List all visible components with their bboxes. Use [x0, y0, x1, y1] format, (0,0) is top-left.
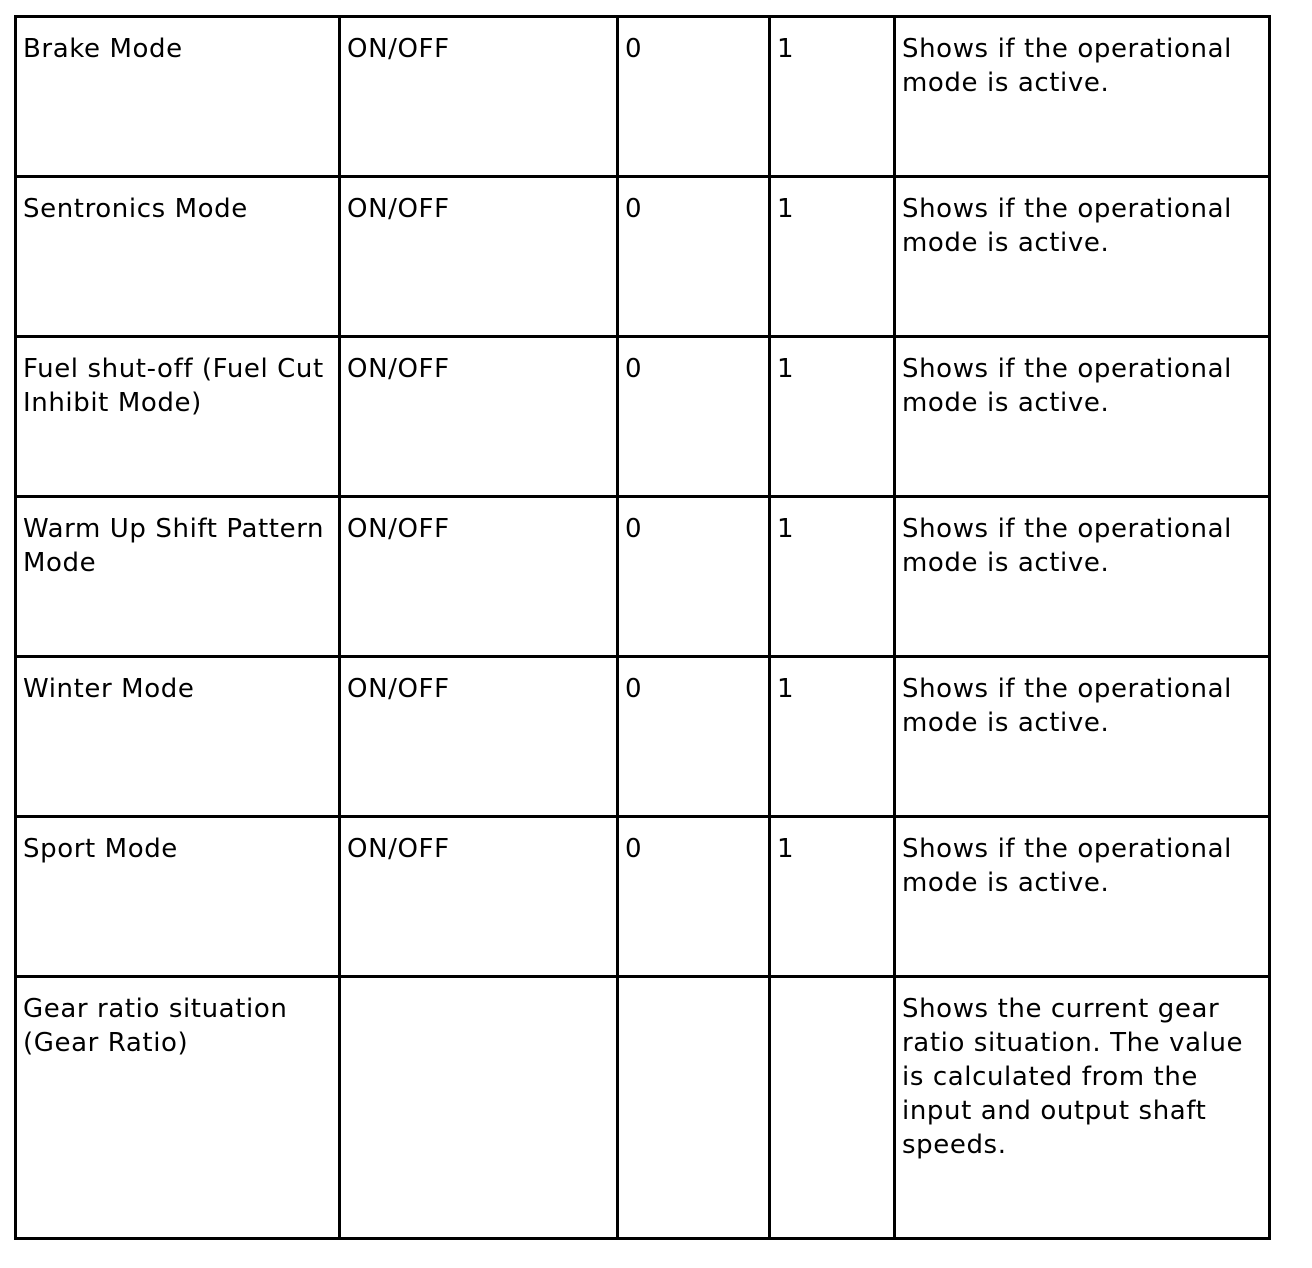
parameter-name-cell: Winter Mode: [16, 657, 340, 817]
max-value-cell: 1: [770, 657, 895, 817]
min-value-cell: [618, 977, 770, 1239]
unit-cell: ON/OFF: [340, 17, 618, 177]
table-row: [16, 657, 1270, 817]
max-value-cell: 1: [770, 177, 895, 337]
parameter-name-cell: Sport Mode: [16, 817, 340, 977]
table-row: [16, 817, 1270, 977]
parameter-name-cell: Fuel shut-off (Fuel Cut Inhibit Mode): [16, 337, 340, 497]
table-row: [16, 497, 1270, 657]
min-value-cell: 0: [618, 17, 770, 177]
min-value-cell: 0: [618, 177, 770, 337]
parameter-name-cell: Gear ratio situation (Gear Ratio): [16, 977, 340, 1239]
min-value-cell: 0: [618, 337, 770, 497]
description-cell: Shows if the operational mode is active.: [895, 497, 1270, 657]
unit-cell: ON/OFF: [340, 177, 618, 337]
description-cell: Shows the current gear ratio situation. The value is calculated from the input and output shaft speeds.: [895, 977, 1270, 1239]
description-cell: Shows if the operational mode is active.: [895, 17, 1270, 177]
min-value-cell: 0: [618, 817, 770, 977]
table-row: [16, 17, 1270, 177]
unit-cell: ON/OFF: [340, 497, 618, 657]
parameter-name-cell: Brake Mode: [16, 17, 340, 177]
parameter-name-cell: Warm Up Shift Pattern Mode: [16, 497, 340, 657]
parameter-name-cell: Sentronics Mode: [16, 177, 340, 337]
table-row: [16, 177, 1270, 337]
table-row: [16, 337, 1270, 497]
max-value-cell: 1: [770, 17, 895, 177]
min-value-cell: 0: [618, 497, 770, 657]
max-value-cell: [770, 977, 895, 1239]
description-cell: Shows if the operational mode is active.: [895, 337, 1270, 497]
max-value-cell: 1: [770, 497, 895, 657]
description-cell: Shows if the operational mode is active.: [895, 177, 1270, 337]
unit-cell: ON/OFF: [340, 337, 618, 497]
max-value-cell: 1: [770, 817, 895, 977]
table-row: [16, 977, 1270, 1239]
description-cell: Shows if the operational mode is active.: [895, 817, 1270, 977]
unit-cell: [340, 977, 618, 1239]
max-value-cell: 1: [770, 337, 895, 497]
min-value-cell: 0: [618, 657, 770, 817]
unit-cell: ON/OFF: [340, 817, 618, 977]
description-cell: Shows if the operational mode is active.: [895, 657, 1270, 817]
parameter-table: [14, 15, 1271, 1240]
unit-cell: ON/OFF: [340, 657, 618, 817]
